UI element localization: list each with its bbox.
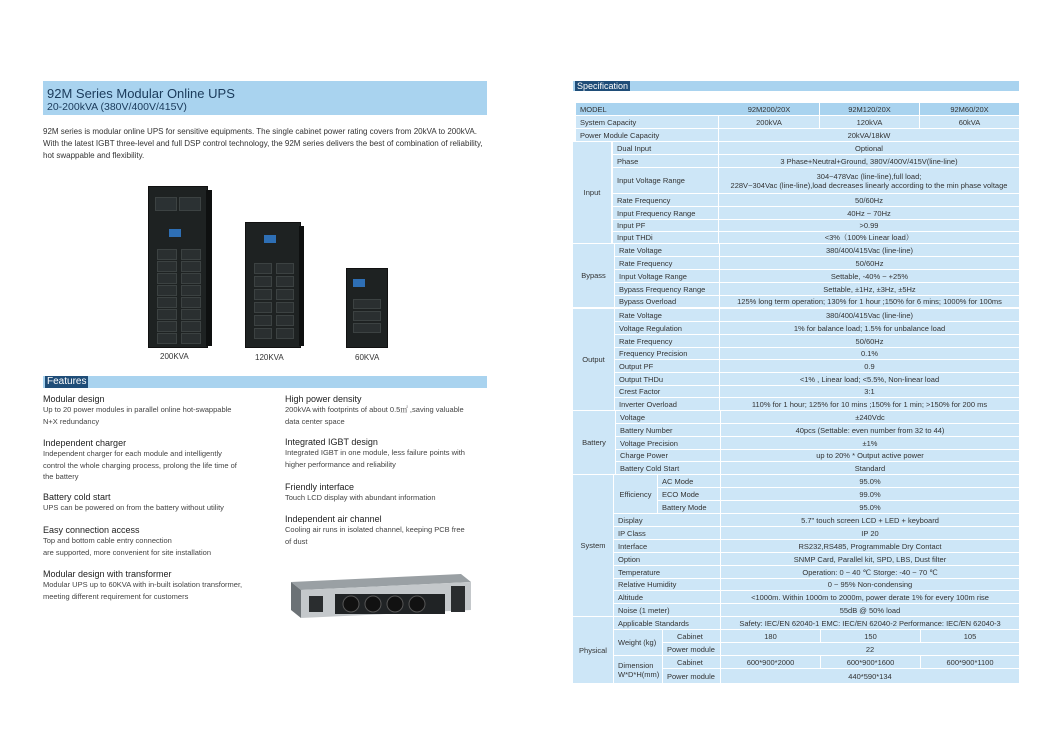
intro-line: With the latest IGBT three-level and full DSP control technology, the 92M series delivers the best of combination of reliability, (43, 139, 483, 148)
spec-label: Rate Frequency (615, 257, 719, 269)
spec-label: Output PF (615, 360, 719, 372)
group-output: Output (573, 309, 614, 410)
feature-line: meeting different requirement for customers (43, 591, 189, 601)
model-60: 92M60/20X (920, 103, 1019, 115)
spec-label: Interface (614, 540, 720, 552)
capacity-200: 200kVA (719, 116, 819, 128)
spec-value: 95.0% (721, 501, 1019, 513)
spec-label: ECO Mode (658, 488, 720, 500)
spec-value: 99.0% (721, 488, 1019, 500)
spec-label: Crest Factor (615, 386, 719, 397)
spec-value: 3 Phase+Neutral+Ground, 380V/400V/415V(line-line) (719, 155, 1019, 167)
spec-label: Temperature (614, 566, 720, 578)
spec-value: 50/60Hz (720, 335, 1019, 347)
spec-value: Settable, -40% ~ +25% (720, 270, 1019, 282)
efficiency-label: Efficiency (614, 475, 657, 513)
feature-title: Integrated IGBT design (285, 437, 378, 447)
feature-title: Independent charger (43, 438, 127, 448)
power-module-capacity-value: 20kVA/18kW (719, 129, 1019, 141)
specification-title: Specification (577, 81, 629, 91)
spec-value: 40pcs (Settable: even number from 32 to 44) (721, 424, 1019, 436)
spec-value: 40Hz ~ 70Hz (719, 207, 1019, 219)
spec-value: 50/60Hz (720, 257, 1019, 269)
spec-label: Input Voltage Range (613, 168, 718, 193)
dim-module-value: 440*590*134 (721, 669, 1019, 683)
group-system: System (573, 475, 613, 616)
spec-value: >0.99 (719, 220, 1019, 231)
feature-line: Modular UPS up to 60KVA with in-built isolation transformer, (43, 580, 243, 589)
dim-cabinet-200: 600*900*2000 (721, 656, 820, 668)
spec-value: IP 20 (721, 527, 1019, 539)
spec-value: 0 ~ 95% Non-condensing (721, 579, 1019, 590)
spec-value-multiline (719, 168, 1019, 193)
spec-value: 0.9 (720, 360, 1019, 372)
spec-label: Input PF (613, 220, 718, 231)
feature-line: are supported, more convenient for site installation (43, 547, 212, 557)
features-title: Features (47, 376, 87, 387)
spec-label: Option (614, 553, 720, 565)
spec-label: IP Class (614, 527, 720, 539)
spec-value: Standard (721, 462, 1019, 474)
spec-label: Charge Power (616, 450, 720, 461)
spec-label: Noise (1 meter) (614, 604, 720, 616)
spec-value: 55dB @ 50% load (721, 604, 1019, 616)
spec-label: Input Voltage Range (615, 270, 719, 282)
spec-value: 380/400/415Vac (line-line) (720, 244, 1019, 256)
spec-label: Input Frequency Range (613, 207, 718, 219)
spec-value: 95.0% (721, 475, 1019, 487)
feature-title: Easy connection access (43, 525, 140, 535)
weight-module-value: 22 (721, 643, 1019, 655)
spec-label: Battery Number (616, 424, 720, 436)
feature-line: Up to 20 power modules in parallel online hot-swappable (43, 405, 232, 414)
dimension-label (614, 656, 662, 683)
spec-label: Bypass Overload (615, 296, 719, 307)
feature-title: Modular design (43, 394, 105, 404)
spec-value: <1000m. Within 1000m to 2000m, power derate 1% for every 100m rise (721, 591, 1019, 603)
caption-120kva: 120KVA (255, 353, 284, 362)
caption-60kva: 60KVA (355, 353, 380, 362)
dim-cabinet-label: Cabinet (663, 656, 720, 668)
spec-label: Rate Voltage (615, 244, 719, 256)
weight-cabinet-120: 150 (821, 630, 920, 642)
intro-line: hot swappable and flexibility. (43, 151, 145, 160)
group-battery: Battery (573, 411, 615, 474)
dimension-label-line: Dimension (618, 660, 654, 670)
spec-value: RS232,RS485, Programmable Dry Contact (721, 540, 1019, 552)
spec-value: 50/60Hz (719, 194, 1019, 206)
spec-value: up to 20% * Output active power (721, 450, 1019, 461)
feature-line: data center space (285, 416, 345, 426)
spec-value-line: 304~478Vac (line-line),full load; (816, 171, 922, 181)
spec-value: Optional (719, 142, 1019, 154)
spec-label: Voltage (616, 411, 720, 423)
product-title: 92M Series Modular Online UPS (47, 86, 235, 101)
spec-value: 0.1% (720, 348, 1019, 359)
feature-line: Independent charger for each module and intelligently (43, 449, 222, 458)
spec-label: Battery Cold Start (616, 462, 720, 474)
feature-line: the battery (43, 472, 79, 481)
spec-label: Output THDu (615, 373, 719, 385)
group-physical: Physical (573, 617, 613, 683)
feature-line: 200kVA with footprints of about 0.5㎡ ,saving valuable (285, 405, 464, 414)
product-subtitle: 20-200kVA (380V/400V/415V) (47, 101, 187, 113)
spec-label: Voltage Precision (616, 437, 720, 449)
spec-value: <1% , Linear load; <5.5%, Non-linear load (720, 373, 1019, 385)
model-label: MODEL (576, 103, 731, 115)
spec-label: Phase (613, 155, 718, 167)
feature-line: of dust (285, 536, 308, 546)
spec-label: Relative Humidity (614, 579, 720, 590)
weight-cabinet-label: Cabinet (663, 630, 720, 642)
spec-value: 5.7" touch screen LCD + LED + keyboard (721, 514, 1019, 526)
weight-cabinet-60: 105 (921, 630, 1019, 642)
spec-label: Input THDi (613, 232, 718, 243)
spec-label: Dual Input (613, 142, 718, 154)
spec-label: AC Mode (658, 475, 720, 487)
weight-label: Weight (kg) (614, 630, 662, 655)
feature-line: Touch LCD display with abundant information (285, 493, 436, 502)
dim-module-label: Power module (663, 669, 720, 683)
intro-line: 92M series is modular online UPS for sensitive equipments. The single cabinet power rating covers from 20kVA to 200kVA. (43, 127, 477, 136)
spec-label: Battery Mode (658, 501, 720, 513)
model-120: 92M120/20X (820, 103, 919, 115)
feature-title: High power density (285, 394, 362, 404)
model-200: 92M200/20X (719, 103, 819, 115)
feature-line: UPS can be powered on from the battery without utility (43, 503, 224, 512)
spec-label: Frequency Precision (615, 348, 719, 359)
spec-value-line: 228V~304Vac (line-line),load decreases linearly according to the min phase voltage (730, 180, 1008, 190)
spec-value: 3:1 (720, 386, 1019, 397)
spec-value: 110% for 1 hour; 125% for 10 mins ;150% for 1 min; >150% for 200 ms (720, 398, 1019, 410)
standards-label: Applicable Standards (614, 617, 720, 629)
feature-title: Friendly interface (285, 482, 355, 492)
power-module-capacity-label: Power Module Capacity (576, 129, 718, 141)
feature-line: higher performance and reliability (285, 459, 396, 469)
feature-line: control the whole charging process, prolong the life time of (43, 460, 237, 470)
spec-label: Rate Voltage (615, 309, 719, 321)
spec-value: 1% for balance load; 1.5% for unbalance load (720, 322, 1019, 334)
dim-cabinet-120: 600*900*1600 (821, 656, 920, 668)
spec-value: ±240Vdc (721, 411, 1019, 423)
capacity-60: 60kVA (920, 116, 1019, 128)
spec-label: Inverter Overload (615, 398, 719, 410)
feature-line: Integrated IGBT in one module, less failure points with (285, 448, 465, 457)
weight-cabinet-200: 180 (721, 630, 820, 642)
feature-title: Battery cold start (43, 492, 111, 502)
group-input: Input (573, 142, 611, 243)
group-bypass: Bypass (573, 244, 614, 307)
weight-module-label: Power module (663, 643, 720, 655)
dimension-label-line: W*D*H(mm) (618, 669, 660, 679)
spec-value: <3%（100% Linear load） (719, 232, 1019, 243)
spec-label: Rate Frequency (615, 335, 719, 347)
standards-value: Safety: IEC/EN 62040-1 EMC: IEC/EN 62040-2 Performance: IEC/EN 62040-3 (721, 617, 1019, 629)
dim-cabinet-60: 600*900*1100 (921, 656, 1019, 668)
spec-label: Display (614, 514, 720, 526)
spec-label: Bypass Frequency Range (615, 283, 719, 295)
spec-value: Operation: 0 ~ 40 ℃ Storge: -40 ~ 70 ℃ (721, 566, 1019, 578)
capacity-120: 120kVA (820, 116, 919, 128)
spec-value: 380/400/415Vac (line-line) (720, 309, 1019, 321)
spec-value: 125% long term operation; 130% for 1 hour ;150% for 6 mins; 1000% for 100ms (720, 296, 1019, 307)
spec-label: Altitude (614, 591, 720, 603)
spec-value: ±1% (721, 437, 1019, 449)
feature-title: Modular design with transformer (43, 569, 172, 579)
feature-line: Top and bottom cable entry connection (43, 536, 172, 545)
feature-line: Cooling air runs in isolated channel, keeping PCB free (285, 525, 465, 534)
spec-label: Voltage Regulation (615, 322, 719, 334)
spec-label: Rate Frequency (613, 194, 718, 206)
spec-value: Settable, ±1Hz, ±3Hz, ±5Hz (720, 283, 1019, 295)
feature-title: Independent air channel (285, 514, 382, 524)
spec-value: SNMP Card, Parallel kit, SPD, LBS, Dust filter (721, 553, 1019, 565)
system-capacity-label: System Capacity (576, 116, 718, 128)
feature-line: N+X redundancy (43, 416, 100, 426)
caption-200kva: 200KVA (160, 352, 189, 361)
